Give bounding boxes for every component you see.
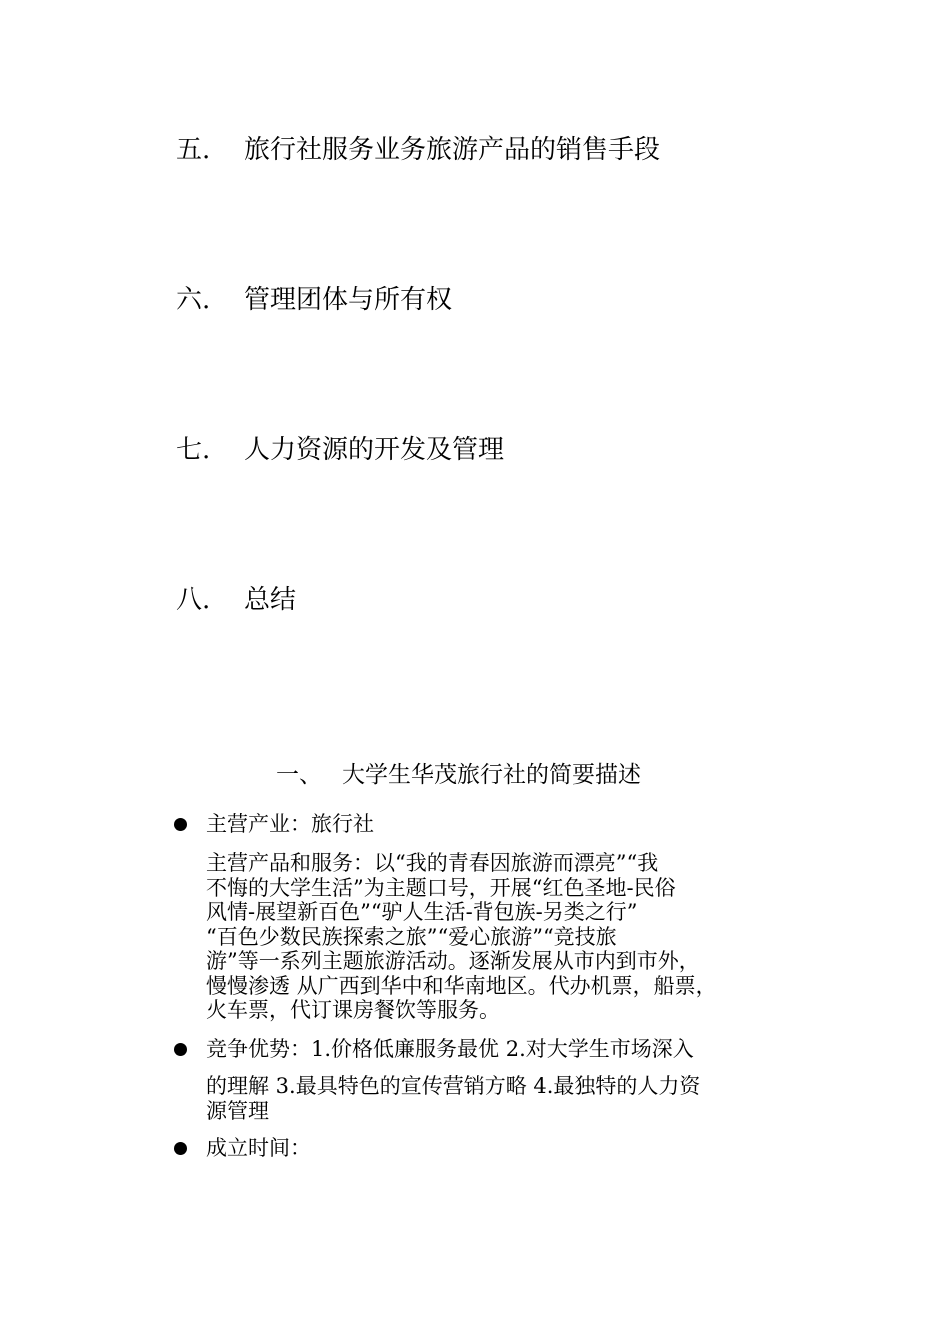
products-line: 主营产品和服务：以“我的青春因旅游而漂亮”“我 <box>206 851 659 875</box>
toc-number: 八. <box>176 585 211 615</box>
section-title: 大学生华茂旅行社的简要描述 <box>342 762 641 788</box>
products-line: 风情-展望新百色”“驴人生活-背包族-另类之行” <box>206 900 638 924</box>
products-line: 不悔的大学生活”为主题口号，开展“红色圣地-民俗 <box>206 875 676 900</box>
advantages-paragraph <box>206 1074 796 1123</box>
products-line: 游”等一系列主题旅游活动。逐渐发展从市内到市外， <box>206 949 700 973</box>
bullet-icon <box>174 818 187 831</box>
toc-item-5 <box>176 133 660 167</box>
advantages-line: 的理解 3.最具特色的宣传营销方略 4.最独特的人力资 <box>206 1074 701 1098</box>
products-line: 慢慢渗透 从广西到华中和华南地区。代办机票，船票， <box>206 973 717 998</box>
advantages-line: 源管理 <box>206 1098 269 1123</box>
toc-label: 总结 <box>244 585 297 615</box>
founded-text: 成立时间： <box>206 1136 311 1160</box>
bullet-icon <box>174 1142 187 1155</box>
toc-number: 六. <box>176 285 211 315</box>
toc-item-6 <box>176 283 452 317</box>
toc-label: 旅行社服务业务旅游产品的销售手段 <box>244 135 661 165</box>
products-line: 火车票，代订课房餐饮等服务。 <box>206 998 500 1022</box>
toc-label: 人力资源的开发及管理 <box>244 435 505 465</box>
section-number: 一、 <box>276 762 322 788</box>
products-line: “百色少数民族探索之旅”“爱心旅游”“竞技旅 <box>206 924 617 949</box>
industry-text: 主营产业：旅行社 <box>206 812 374 836</box>
toc-number: 七. <box>176 435 211 465</box>
section-heading <box>276 760 641 790</box>
advantages-first-line: 竞争优势：1.价格低廉服务最优 2.对大学生市场深入 <box>206 1037 694 1061</box>
toc-item-7 <box>176 433 504 467</box>
toc-number: 五. <box>176 135 211 165</box>
toc-label: 管理团体与所有权 <box>244 285 453 315</box>
toc-item-8 <box>176 583 296 617</box>
bullet-icon <box>174 1043 187 1056</box>
products-paragraph <box>206 851 796 1023</box>
